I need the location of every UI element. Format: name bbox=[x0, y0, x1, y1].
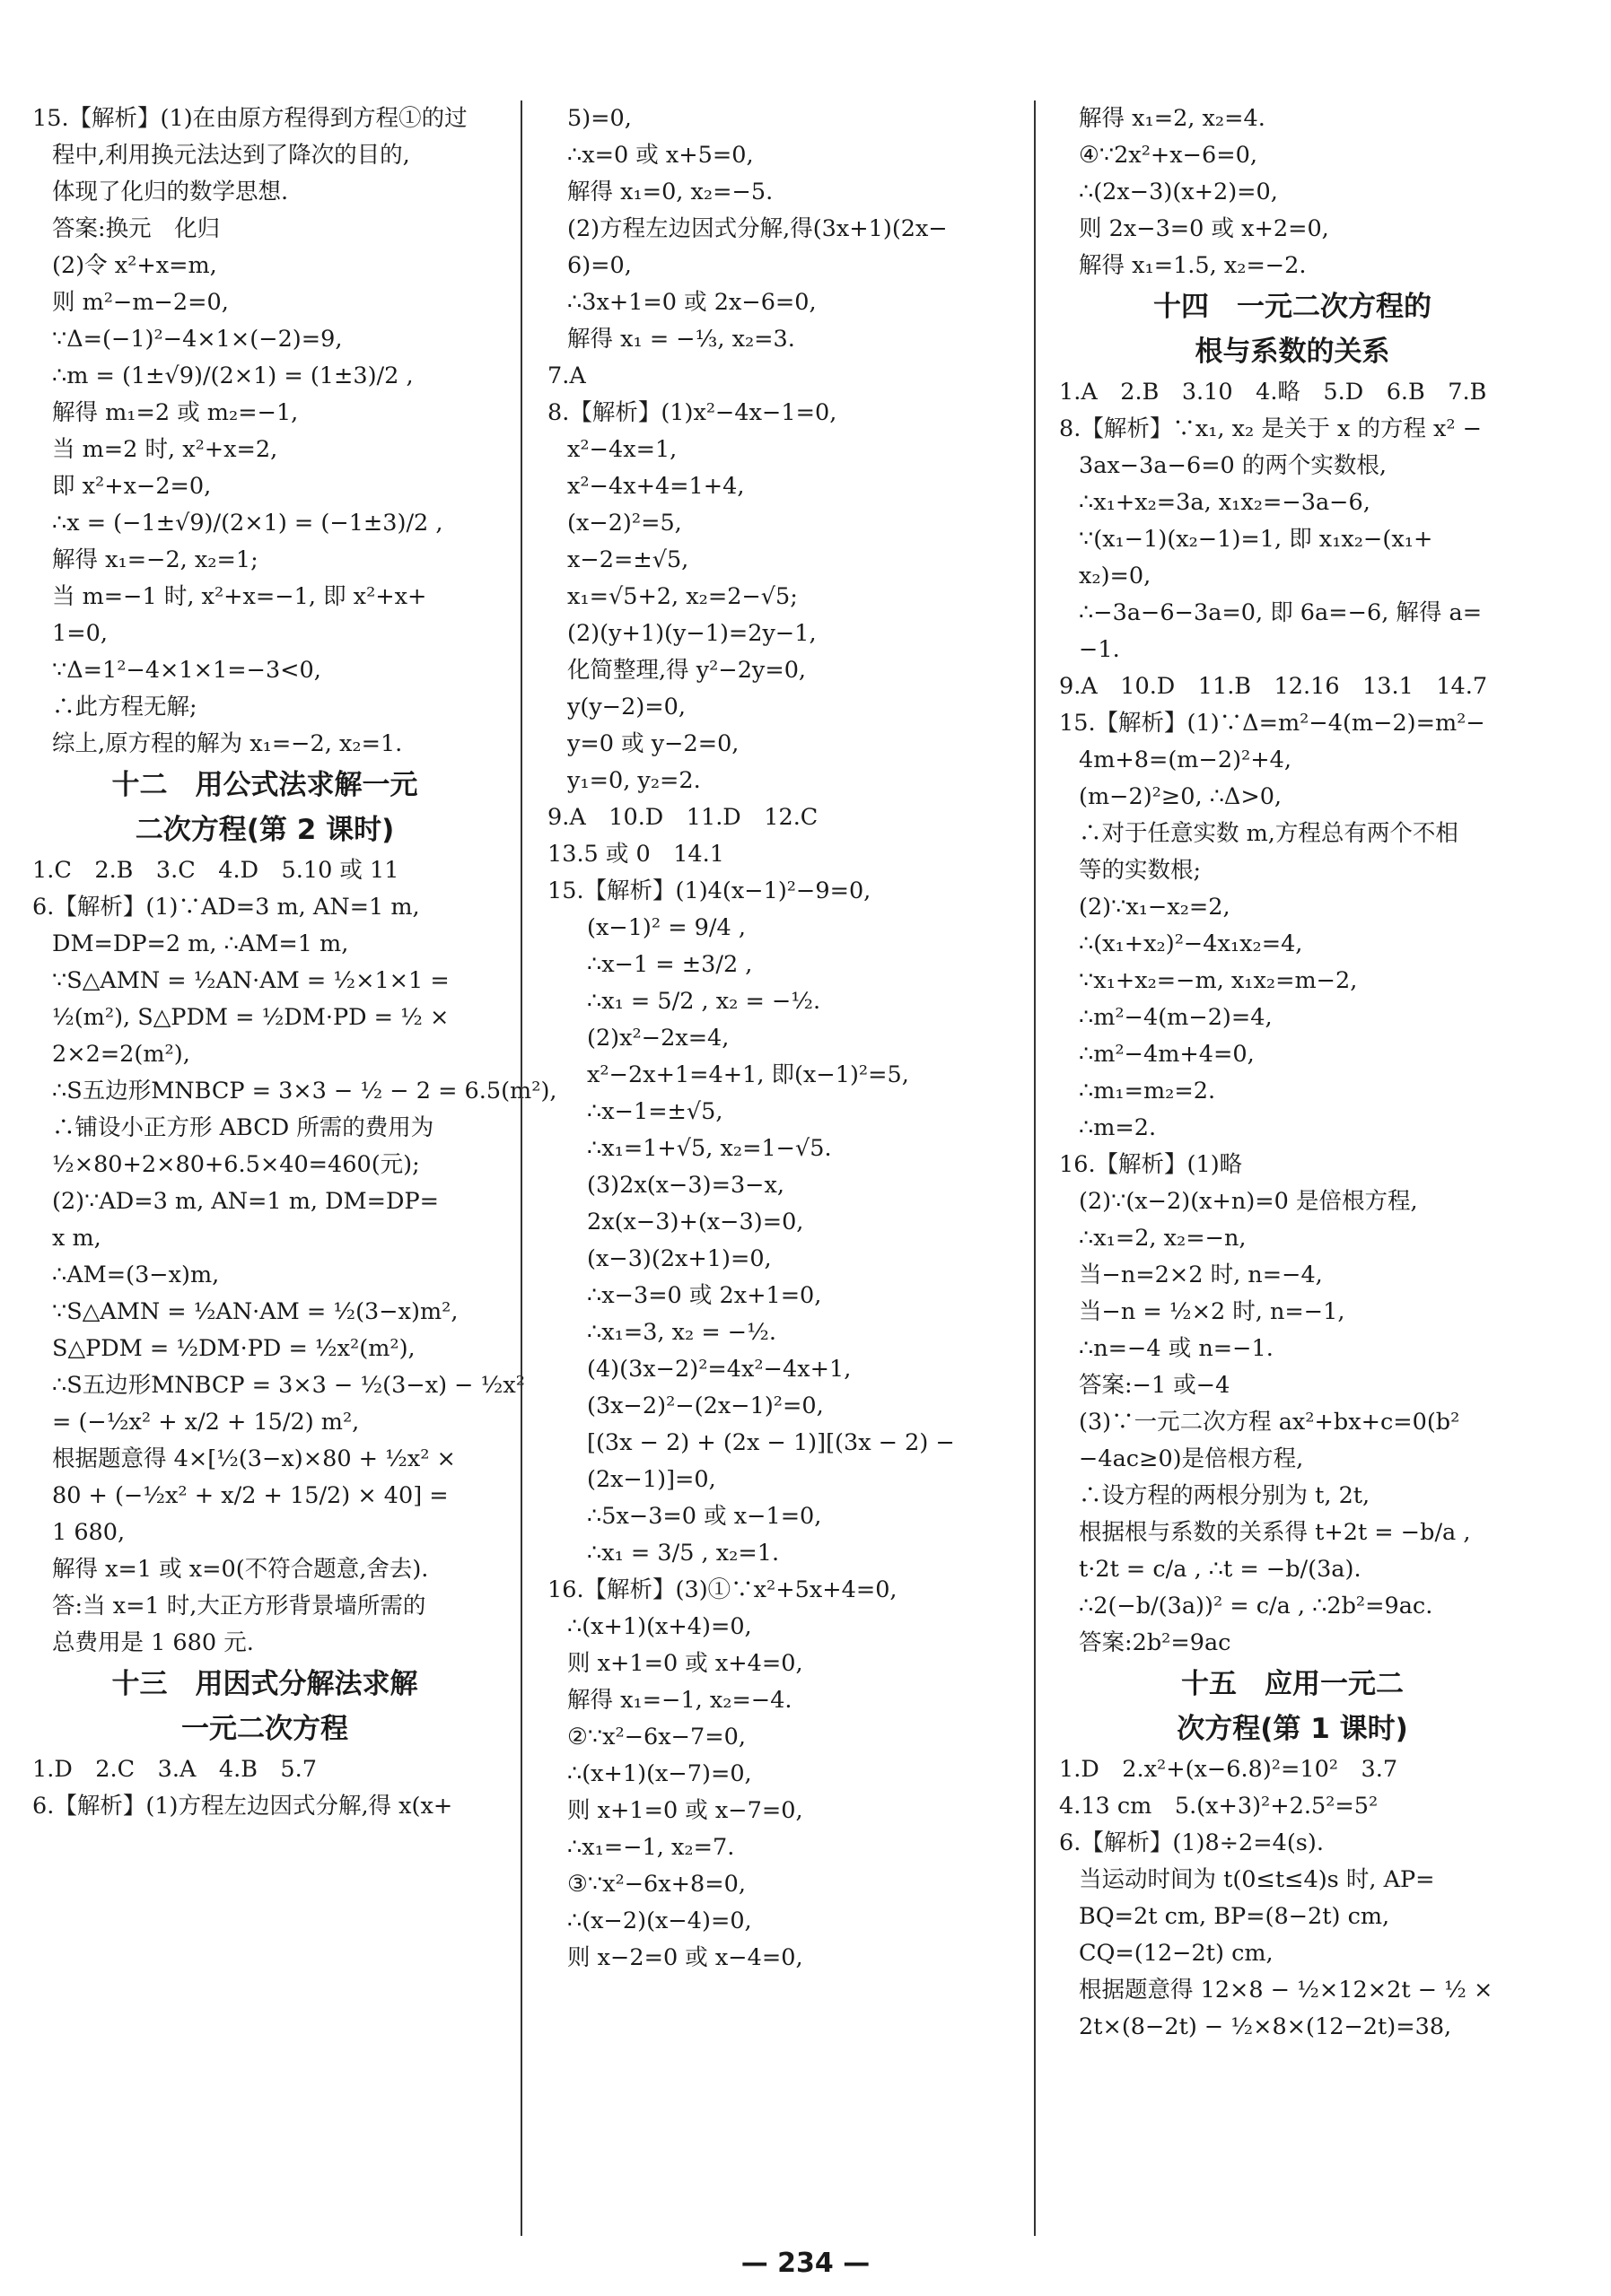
answer-line: 16.【解析】(3)①∵x²+5x+4=0, bbox=[547, 1576, 897, 1603]
answer-line: 13.5 或 0 14.1 bbox=[547, 841, 724, 868]
answer-line: 当 m=−1 时, x²+x=−1, 即 x²+x+ bbox=[52, 583, 427, 610]
answer-line: ∴n=−4 或 n=−1. bbox=[1079, 1335, 1274, 1362]
answer-line: x₂)=0, bbox=[1079, 563, 1151, 589]
answer-line: (3)∵一元二次方程 ax²+bx+c=0(b² bbox=[1079, 1409, 1460, 1436]
answer-line: ∴2(−b/(3a))² = c/a , ∴2b²=9ac. bbox=[1079, 1593, 1433, 1619]
answer-line: ∴(x+1)(x+4)=0, bbox=[567, 1613, 752, 1640]
answer-line: 8.【解析】(1)x²−4x−1=0, bbox=[547, 399, 837, 426]
answer-line: 解得 x₁=−2, x₂=1; bbox=[52, 546, 258, 573]
answer-line: 2×2=2(m²), bbox=[52, 1041, 190, 1068]
answer-line: ∴(2x−3)(x+2)=0, bbox=[1079, 179, 1278, 205]
answer-line: ∴x₁ = 5/2 , x₂ = −½. bbox=[587, 988, 821, 1015]
answer-line: ∴m²−4(m−2)=4, bbox=[1079, 1004, 1273, 1031]
answer-line: x²−4x+4=1+4, bbox=[567, 473, 745, 500]
answer-line: 当 m=2 时, x²+x=2, bbox=[52, 436, 278, 463]
answer-line: 6.【解析】(1)8÷2=4(s). bbox=[1059, 1829, 1324, 1856]
answer-line: −4ac≥0)是倍根方程, bbox=[1079, 1445, 1304, 1472]
answer-line: ∴设方程的两根分别为 t, 2t, bbox=[1079, 1482, 1370, 1509]
answer-line: 解得 x₁=2, x₂=4. bbox=[1079, 105, 1265, 132]
answer-line: 综上,原方程的解为 x₁=−2, x₂=1. bbox=[52, 730, 403, 757]
answer-line: (m−2)²≥0, ∴Δ>0, bbox=[1079, 783, 1283, 810]
answer-line: = (−½x² + x/2 + 15/2) m², bbox=[52, 1409, 360, 1436]
answer-line: ∵Δ=(−1)²−4×1×(−2)=9, bbox=[52, 326, 343, 353]
answer-line: ∴m²−4m+4=0, bbox=[1079, 1041, 1255, 1068]
answer-line: ∴3x+1=0 或 2x−6=0, bbox=[567, 289, 817, 316]
answer-line: ∴x₁=3, x₂ = −½. bbox=[587, 1319, 776, 1346]
answer-line: 体现了化归的数学思想. bbox=[52, 179, 289, 205]
answer-line: −1. bbox=[1079, 636, 1120, 663]
answer-line: (2)∵x₁−x₂=2, bbox=[1079, 894, 1230, 921]
answer-line: 9.A 10.D 11.B 12.16 13.1 14.7 bbox=[1059, 673, 1488, 700]
answer-line: 2t×(8−2t) − ½×8×(12−2t)=38, bbox=[1079, 2013, 1452, 2040]
answer-line: 1.D 2.C 3.A 4.B 5.7 bbox=[32, 1756, 317, 1783]
answer-line: y(y−2)=0, bbox=[567, 694, 686, 720]
answer-line: 3ax−3a−6=0 的两个实数根, bbox=[1079, 452, 1387, 479]
answer-line: ∴−3a−6−3a=0, 即 6a=−6, 解得 a= bbox=[1079, 599, 1483, 626]
answer-line: 6.【解析】(1)方程左边因式分解,得 x(x+ bbox=[32, 1793, 453, 1820]
answer-line: [(3x − 2) + (2x − 1)][(3x − 2) − bbox=[587, 1429, 955, 1456]
answer-line: ④∵2x²+x−6=0, bbox=[1079, 142, 1257, 169]
answer-line: 则 2x−3=0 或 x+2=0, bbox=[1079, 215, 1329, 242]
answer-line: ∴x₁ = 3/5 , x₂=1. bbox=[587, 1540, 780, 1567]
answer-line: y₁=0, y₂=2. bbox=[567, 767, 701, 794]
answer-line: ∴x=0 或 x+5=0, bbox=[567, 142, 754, 169]
answer-line: ∴x₁+x₂=3a, x₁x₂=−3a−6, bbox=[1079, 489, 1370, 516]
answer-line: (4)(3x−2)²=4x²−4x+1, bbox=[587, 1356, 852, 1383]
answer-line: ∵(x₁−1)(x₂−1)=1, 即 x₁x₂−(x₁+ bbox=[1079, 526, 1433, 553]
answer-line: 2x(x−3)+(x−3)=0, bbox=[587, 1209, 804, 1235]
answer-line: 答案:2b²=9ac bbox=[1079, 1629, 1231, 1656]
answer-line: BQ=2t cm, BP=(8−2t) cm, bbox=[1079, 1903, 1390, 1930]
answer-line: 根据题意得 4×[½(3−x)×80 + ½x² × bbox=[52, 1445, 456, 1472]
answer-line: (x−2)²=5, bbox=[567, 510, 682, 537]
answer-line: 1 680, bbox=[52, 1519, 126, 1546]
answer-line: (2x−1)]=0, bbox=[587, 1466, 716, 1493]
answer-line: ∵S△AMN = ½AN·AM = ½×1×1 = bbox=[52, 967, 450, 994]
column-divider bbox=[1034, 100, 1036, 2236]
section-heading: 十四 一元二次方程的 bbox=[1153, 291, 1432, 323]
answer-line: x²−2x+1=4+1, 即(x−1)²=5, bbox=[587, 1061, 909, 1088]
answer-line: ∵S△AMN = ½AN·AM = ½(3−x)m², bbox=[52, 1298, 459, 1325]
answer-line: 则 x+1=0 或 x+4=0, bbox=[567, 1650, 803, 1677]
answer-line: (x−3)(2x+1)=0, bbox=[587, 1245, 772, 1272]
answer-line: 16.【解析】(1)略 bbox=[1059, 1151, 1243, 1178]
answer-line: ∴x₁=−1, x₂=7. bbox=[567, 1834, 735, 1861]
answer-line: ½(m²), S△PDM = ½DM·PD = ½ × bbox=[52, 1004, 450, 1031]
answer-line: 根据根与系数的关系得 t+2t = −b/a , bbox=[1079, 1519, 1471, 1546]
answer-line: ∴AM=(3−x)m, bbox=[52, 1261, 220, 1288]
answer-line: 15.【解析】(1)在由原方程得到方程①的过 bbox=[32, 105, 468, 132]
answer-line: DM=DP=2 m, ∴AM=1 m, bbox=[52, 930, 349, 957]
answer-line: (3)2x(x−3)=3−x, bbox=[587, 1172, 785, 1199]
section-heading: 十二 用公式法求解一元 bbox=[111, 769, 418, 801]
answer-line: ②∵x²−6x−7=0, bbox=[567, 1724, 746, 1750]
answer-line: 当−n=2×2 时, n=−4, bbox=[1079, 1261, 1323, 1288]
answer-line: ∴x−1=±√5, bbox=[587, 1098, 723, 1125]
answer-line: 1.D 2.x²+(x−6.8)²=10² 3.7 bbox=[1059, 1756, 1398, 1783]
column-right bbox=[1059, 100, 1526, 2236]
answer-line: x²−4x=1, bbox=[567, 436, 678, 463]
answer-line: 解得 x₁=−1, x₂=−4. bbox=[567, 1687, 792, 1714]
section-heading: 二次方程(第 2 课时) bbox=[135, 814, 395, 846]
answer-line: ∴m₁=m₂=2. bbox=[1079, 1078, 1216, 1104]
column-left bbox=[32, 100, 557, 2236]
answer-line: 等的实数根; bbox=[1079, 857, 1202, 884]
answer-line: 总费用是 1 680 元. bbox=[52, 1629, 254, 1656]
answer-line: ∴5x−3=0 或 x−1=0, bbox=[587, 1503, 822, 1530]
answer-line: ∴m = (1±√9)/(2×1) = (1±3)/2 , bbox=[52, 362, 414, 389]
section-heading: 十五 应用一元二 bbox=[1181, 1668, 1404, 1700]
answer-line: x₁=√5+2, x₂=2−√5; bbox=[567, 583, 798, 610]
answer-line: (2)令 x²+x=m, bbox=[52, 252, 217, 279]
answer-line: ∵Δ=1²−4×1×1=−3<0, bbox=[52, 657, 321, 684]
answer-line: S△PDM = ½DM·PD = ½x²(m²), bbox=[52, 1335, 416, 1362]
column-middle bbox=[547, 100, 1010, 2236]
answer-line: x−2=±√5, bbox=[567, 546, 689, 573]
answer-line: ∴x₁=2, x₂=−n, bbox=[1079, 1225, 1247, 1252]
section-heading: 十三 用因式分解法求解 bbox=[111, 1668, 418, 1700]
answer-line: 4m+8=(m−2)²+4, bbox=[1079, 746, 1291, 773]
answer-line: t·2t = c/a , ∴t = −b/(3a). bbox=[1079, 1556, 1361, 1583]
answer-line: ③∵x²−6x+8=0, bbox=[567, 1871, 746, 1898]
section-heading: 根与系数的关系 bbox=[1195, 336, 1390, 368]
answer-line: ∴S五边形MNBCP = 3×3 − ½ − 2 = 6.5(m²), bbox=[52, 1078, 557, 1104]
answer-line: 1.C 2.B 3.C 4.D 5.10 或 11 bbox=[32, 857, 399, 884]
answer-line: y=0 或 y−2=0, bbox=[567, 730, 740, 757]
section-heading: 一元二次方程 bbox=[181, 1713, 348, 1745]
answer-line: ∴此方程无解; bbox=[52, 694, 197, 720]
answer-line: 1=0, bbox=[52, 620, 108, 647]
answer-line: ∴对于任意实数 m,方程总有两个不相 bbox=[1079, 820, 1458, 847]
answer-line: ∴x−1 = ±3/2 , bbox=[587, 951, 753, 978]
answer-line: 解得 x=1 或 x=0(不符合题意,舍去). bbox=[52, 1556, 429, 1583]
answer-line: (2)x²−2x=4, bbox=[587, 1025, 730, 1052]
answer-line: ∵x₁+x₂=−m, x₁x₂=m−2, bbox=[1079, 967, 1358, 994]
answer-line: (2)(y+1)(y−1)=2y−1, bbox=[567, 620, 817, 647]
answer-line: 8.【解析】∵x₁, x₂ 是关于 x 的方程 x² − bbox=[1059, 415, 1483, 442]
answer-line: 即 x²+x−2=0, bbox=[52, 473, 212, 500]
answer-line: 解得 x₁=1.5, x₂=−2. bbox=[1079, 252, 1307, 279]
answer-line: 答案:换元 化归 bbox=[52, 215, 221, 242]
answer-line: (2)∵AD=3 m, AN=1 m, DM=DP= bbox=[52, 1188, 439, 1215]
answer-line: 6)=0, bbox=[567, 252, 632, 279]
answer-line: (2)∵(x−2)(x+n)=0 是倍根方程, bbox=[1079, 1188, 1418, 1215]
answer-line: 4.13 cm 5.(x+3)²+2.5²=5² bbox=[1059, 1793, 1379, 1820]
answer-line: 1.A 2.B 3.10 4.略 5.D 6.B 7.B bbox=[1059, 379, 1487, 406]
answer-line: ∴(x+1)(x−7)=0, bbox=[567, 1760, 752, 1787]
answer-line: ∴(x₁+x₂)²−4x₁x₂=4, bbox=[1079, 930, 1303, 957]
answer-line: 化简整理,得 y²−2y=0, bbox=[567, 657, 807, 684]
answer-line: ½×80+2×80+6.5×40=460(元); bbox=[52, 1151, 420, 1178]
answer-line: 解得 m₁=2 或 m₂=−1, bbox=[52, 399, 299, 426]
answer-line: 答:当 x=1 时,大正方形背景墙所需的 bbox=[52, 1593, 426, 1619]
answer-line: ∴S五边形MNBCP = 3×3 − ½(3−x) − ½x² bbox=[52, 1372, 525, 1399]
answer-line: 80 + (−½x² + x/2 + 15/2) × 40] = bbox=[52, 1482, 449, 1509]
section-heading: 次方程(第 1 课时) bbox=[1177, 1713, 1408, 1745]
answer-line: ∴(x−2)(x−4)=0, bbox=[567, 1908, 752, 1934]
page-number: — 234 — bbox=[740, 2248, 871, 2279]
answer-line: 当运动时间为 t(0≤t≤4)s 时, AP= bbox=[1079, 1866, 1435, 1893]
answer-line: 程中,利用换元法达到了降次的目的, bbox=[52, 142, 410, 169]
answer-line: 5)=0, bbox=[567, 105, 632, 132]
answer-line: (x−1)² = 9/4 , bbox=[587, 914, 746, 941]
answer-line: 7.A bbox=[547, 362, 586, 389]
answer-line: ∴铺设小正方形 ABCD 所需的费用为 bbox=[52, 1114, 434, 1141]
answer-line: 则 x+1=0 或 x−7=0, bbox=[567, 1797, 803, 1824]
answer-line: ∴x₁=1+√5, x₂=1−√5. bbox=[587, 1135, 832, 1162]
answer-line: (3x−2)²−(2x−1)²=0, bbox=[587, 1392, 824, 1419]
answer-line: 答案:−1 或−4 bbox=[1079, 1372, 1230, 1399]
answer-line: 则 x−2=0 或 x−4=0, bbox=[567, 1944, 803, 1971]
answer-line: 15.【解析】(1)∵Δ=m²−4(m−2)=m²− bbox=[1059, 710, 1485, 737]
answer-line: 解得 x₁=0, x₂=−5. bbox=[567, 179, 774, 205]
answer-line: 15.【解析】(1)4(x−1)²−9=0, bbox=[547, 877, 871, 904]
answer-line: (2)方程左边因式分解,得(3x+1)(2x− bbox=[567, 215, 948, 242]
column-divider bbox=[521, 100, 522, 2236]
answer-line: 解得 x₁ = −⅓, x₂=3. bbox=[567, 326, 795, 353]
answer-line: 当−n = ½×2 时, n=−1, bbox=[1079, 1298, 1345, 1325]
answer-line: 则 m²−m−2=0, bbox=[52, 289, 229, 316]
answer-line: ∴x−3=0 或 2x+1=0, bbox=[587, 1282, 822, 1309]
answer-line: CQ=(12−2t) cm, bbox=[1079, 1940, 1274, 1967]
answer-line: x m, bbox=[52, 1225, 101, 1252]
answer-line: 9.A 10.D 11.D 12.C bbox=[547, 804, 819, 831]
answer-line: ∴m=2. bbox=[1079, 1114, 1157, 1141]
answer-line: 6.【解析】(1)∵AD=3 m, AN=1 m, bbox=[32, 894, 420, 921]
answer-line: ∴x = (−1±√9)/(2×1) = (−1±3)/2 , bbox=[52, 510, 443, 537]
answer-line: 根据题意得 12×8 − ½×12×2t − ½ × bbox=[1079, 1977, 1493, 2004]
